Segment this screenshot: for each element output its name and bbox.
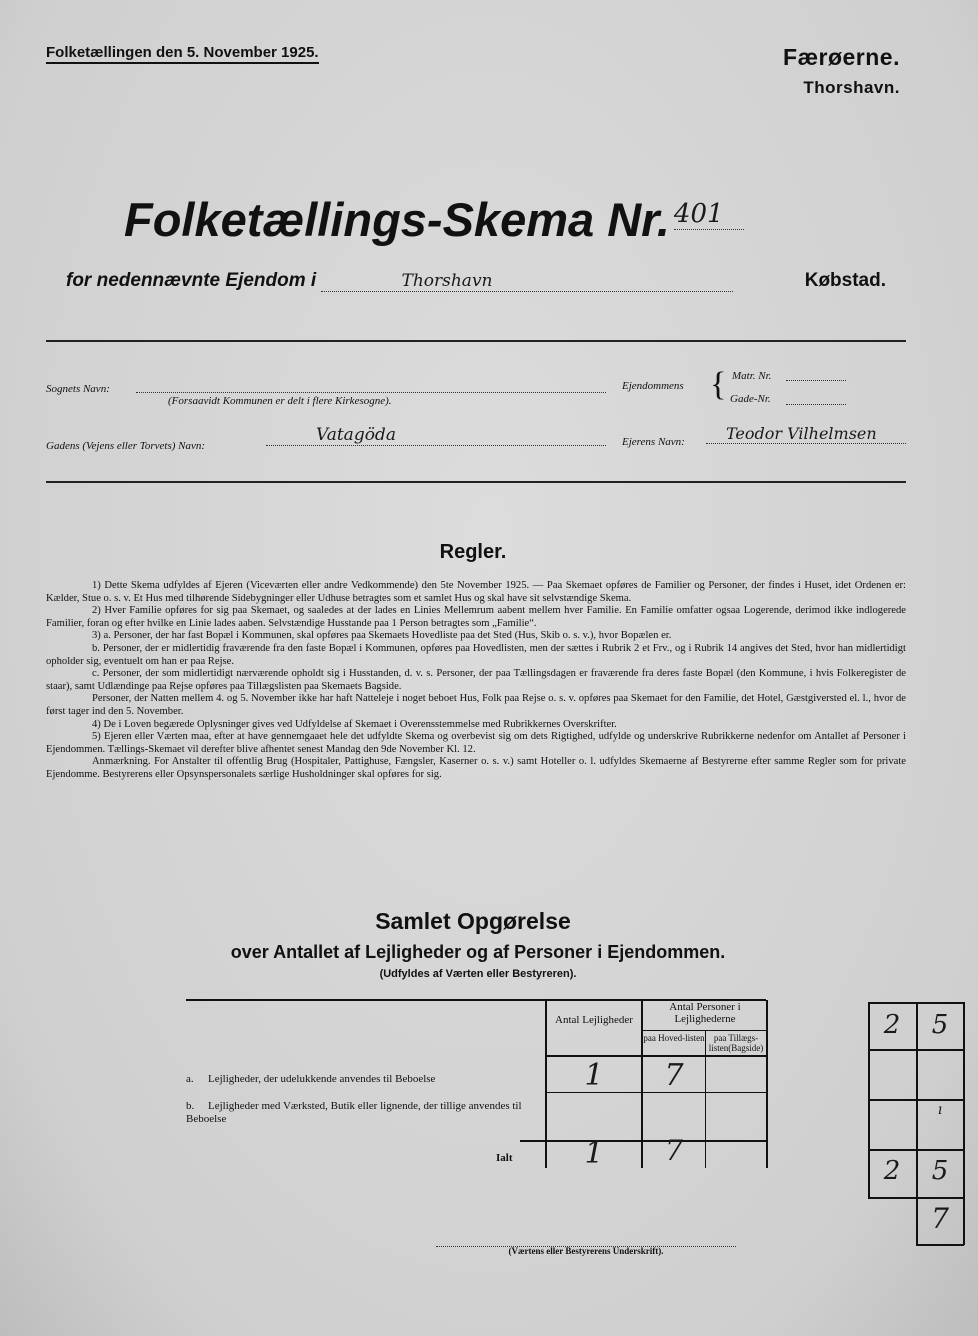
city-title: Thorshavn. — [803, 78, 900, 97]
owner-label: Ejerens Navn: — [622, 436, 685, 448]
col-apartments-header: Antal Lejligheder — [555, 1014, 633, 1026]
side-tally-grid — [868, 1002, 964, 1245]
summary-subtitle: over Antallet af Lejligheder og af Personer i Ejendommen. — [230, 942, 726, 962]
col-persons-header: Antal Personer i Lejlighederne — [669, 1001, 741, 1025]
street-label: Gadens (Vejens eller Torvets) Navn: — [46, 440, 206, 452]
rule-night: Personer, der Natten mellem 4. og 5. November ikke har haft Natteleje i noget beboet Hus, Folk paa Rejse o. s. v. opføres paa Skemaet for den Familie, det Hotel, Gæstgiversted el. l., hvor de først tager ind den 5. November. — [46, 693, 906, 717]
property-id-label: Ejendommens — [622, 380, 684, 392]
matr-label: Matr. Nr. — [732, 370, 772, 382]
form-title-text: Folketællings-Skema Nr. — [124, 193, 670, 246]
owner-value-handwritten: Teodor Vilhelmsen — [706, 424, 906, 444]
tally-line-3 — [868, 1149, 964, 1151]
tally-line-0 — [868, 1002, 964, 1004]
rule-4: 4) De i Loven begærede Oplysninger gives ved Udfyldelse af Skemaet i Overensstemmelse med Rubrikkernes Overskrifter. — [92, 718, 617, 730]
tally-r1-right: 5 — [931, 1010, 949, 1040]
property-line — [66, 270, 886, 292]
brace-icon: { — [710, 366, 727, 403]
row-a-label — [186, 1073, 536, 1085]
rules-text — [46, 580, 906, 782]
parish-field[interactable] — [136, 380, 606, 393]
summary-title: Samlet Opgørelse — [375, 908, 571, 934]
form-number-handwritten: 401 — [674, 199, 744, 230]
rule-1: 1) Dette Skema udfyldes af Ejeren (Viceværten eller andre Vedkommende) den 5te November 1925. — Paa Skemaet opføres de Familier og Personer, der findes i Huset, idet Ordenen er: Kælder, Stue o. s. v. Et Hus med tilhørende Sidebygninger eller Udhuse betragtes som et samlet Hus og skal have sit selvstændige Skema. — [46, 580, 906, 604]
rules-heading: Regler. — [439, 541, 507, 563]
tally-line-5 — [916, 1244, 964, 1246]
row-a-text: Lejligheder, der udelukkende anvendes til Beboelse — [208, 1073, 436, 1085]
row-a-apartments-value: 1 — [584, 1058, 604, 1093]
total-main-value: 7 — [665, 1134, 683, 1167]
table-col-line-4 — [766, 1000, 768, 1168]
col-supp-list-header: paa Tillægs-listen(Bagside) — [708, 1033, 764, 1053]
gade-field[interactable] — [786, 392, 846, 405]
form-title — [124, 192, 744, 247]
census-date-header: Folketællingen den 5. November 1925. — [46, 44, 319, 64]
total-label: Ialt — [496, 1152, 513, 1164]
row-b-label — [186, 1100, 541, 1126]
row-b-prefix: b. — [186, 1100, 195, 1112]
total-apartments-value: 1 — [584, 1136, 604, 1171]
rule-3a: 3) a. Personer, der har fast Bopæl i Kommunen, skal opføres paa Skemaets Hovedliste paa det Sted (Hus, Skib o. s. v.), hvor Bopælen er. — [92, 630, 672, 642]
row-a-prefix: a. — [186, 1073, 194, 1085]
tally-r1-left: 2 — [883, 1010, 901, 1040]
table-header-line — [545, 1055, 767, 1057]
rule-3b: b. Personer, der er midlertidig fraværende fra den faste Bopæl i Kommunen, opføres paa Hovedlisten, men der sættes i Rubrik 2 et Frv., og i Rubrik 14 angives det Sted, hvor han midlertidigt opholder sig, eventuelt om han er paa Rejse. — [46, 642, 906, 667]
table-sub-line — [641, 1030, 767, 1031]
rule-5: 5) Ejeren eller Værten maa, efter at have gennemgaaet hele det udfyldte Skema og overbevist sig om dets Rigtighed, udfylde og underskrive Rubrikkerne nedenfor om Antallet af Personer i Ejendommen. Tællings-Skemaet vil derefter blive afhentet senest Mandag den 9de November Kl. 12. — [46, 731, 906, 755]
parish-label: Sognets Navn: — [46, 383, 110, 395]
tally-line-1 — [868, 1049, 964, 1051]
region-title: Færøerne. — [783, 44, 900, 70]
table-col-line-1 — [545, 1000, 547, 1168]
row-a-main-value: 7 — [664, 1058, 684, 1093]
gade-label: Gade-Nr. — [730, 393, 771, 405]
property-prefix: for nedennævnte Ejendom i — [66, 270, 317, 291]
rule-2: 2) Hver Familie opføres for sig paa Skemaet, og saaledes at der lades en Linies Mellemrum aabent mellem hver Familie. En Familie omfatter ogsaa Logerende, derimod ikke indlogerede Familier, foran og efter hvilke en Linie lades aaben. Selvstændige Husstande paa 1 Person betragtes som „Familie“. — [46, 605, 906, 629]
street-value-handwritten: Vatagöda — [266, 425, 606, 446]
tally-line-2 — [868, 1099, 964, 1101]
summary-note: (Udfyldes af Værten eller Bestyreren). — [379, 968, 577, 980]
matr-field[interactable] — [786, 368, 846, 381]
parish-note: (Forsaavidt Kommunen er delt i flere Kirkesogne). — [168, 395, 392, 407]
property-place-handwritten: Thorshavn — [321, 271, 733, 292]
property-suffix: Købstad. — [804, 270, 886, 291]
tally-r4-left: 2 — [883, 1156, 901, 1186]
tally-r3-mark: ı — [937, 1102, 943, 1118]
signature-note: (Værtens eller Bestyrerens Underskrift). — [508, 1246, 664, 1256]
col-main-list-header: paa Hoved-listen — [643, 1033, 705, 1043]
divider-bottom — [46, 481, 906, 483]
tally-r5-total: 7 — [931, 1202, 949, 1235]
tally-line-4 — [868, 1197, 964, 1199]
rule-3c: c. Personer, der som midlertidigt nærværende opholdt sig i Husstanden, d. v. s. Personer, der paa Tællingsdagen er fraværende fra deres faste Bopæl (den Kommune, i hvis Folkeregister de staar), samt Udlændinge paa Rejse opføres paa Tillægslisten paa Skemaets Bagside. — [46, 668, 906, 692]
tally-r4-right: 5 — [931, 1156, 949, 1186]
rule-note: Anmærkning. For Anstalter til offentlig Brug (Hospitaler, Pattighuse, Fængsler, Kaserner o. s. v.) samt Hoteller o. l. udfyldes Skemaerne af Bestyrerne efter samme Regler som for private Ejendomme. Bestyrerens eller Opsynspersonalets særlige Husholdninger skal opføres for sig. — [46, 756, 906, 780]
divider-top — [46, 340, 906, 342]
row-b-text: Lejligheder med Værksted, Butik eller lignende, der tillige anvendes til Beboelse — [186, 1100, 522, 1125]
